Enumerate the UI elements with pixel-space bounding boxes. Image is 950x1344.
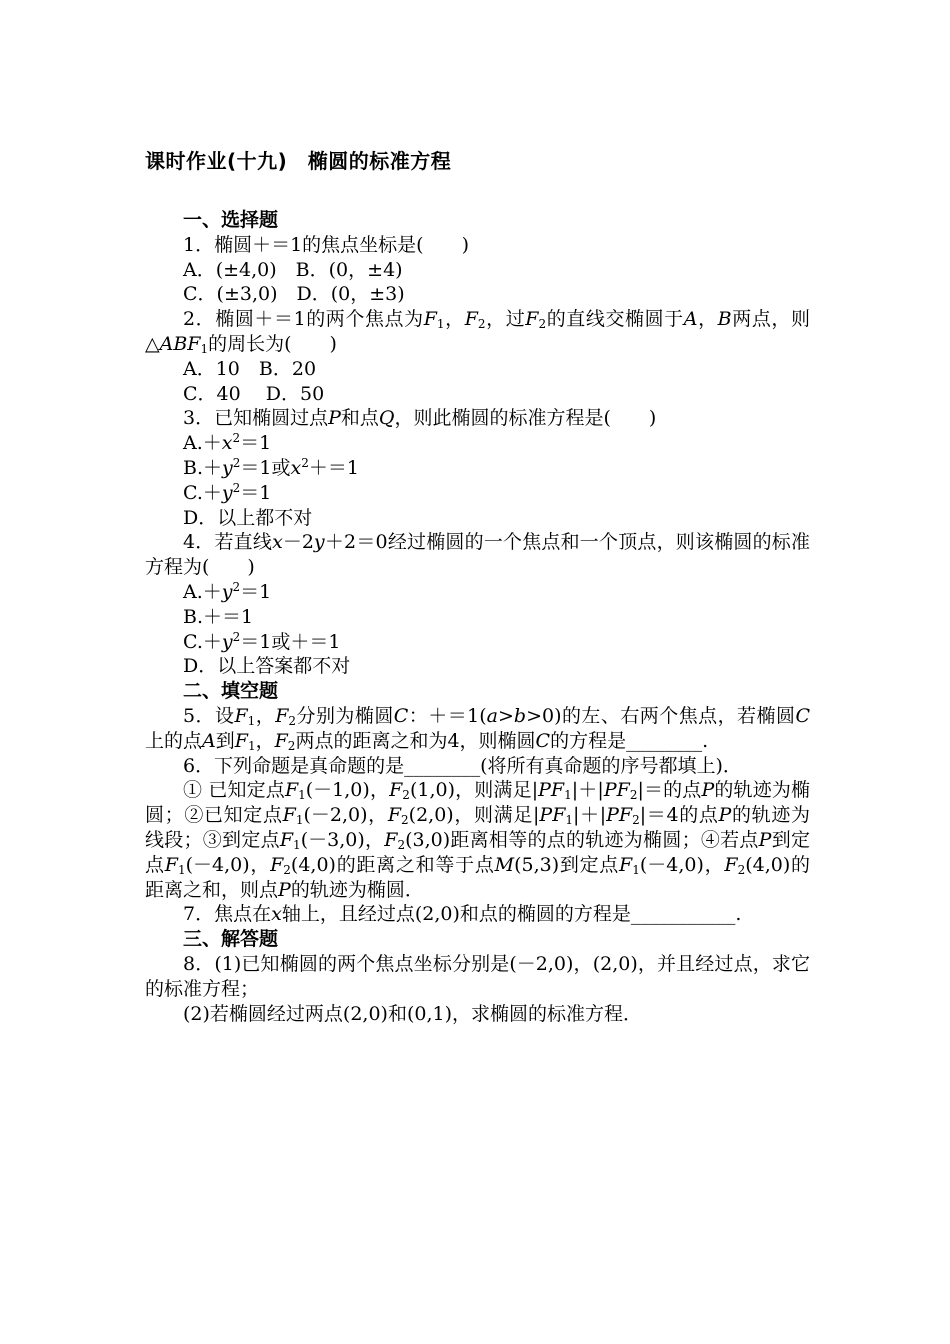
question-1-options-ab: A．(±4,0) B．(0，±4) [183, 258, 403, 281]
question-4-option-a: $A.+y^2=1$ [183, 579, 272, 603]
page-title: 课时作业(十九) 椭圆的标准方程 [145, 149, 452, 173]
question-6-body: ① 已知定点$F_1(-1,0)$，$F_2(1,0)$，则满足$|PF_1|+|PF_2|=$的点P的轨迹为椭圆；②已知定点$F_1(-2,0)$，$F_2(2,0)$，则满足$|PF_1|+|PF_2|=4$的点P的轨迹为线段；③到定点$F_1(-3,0)$，$F_2(3,0)$距离相等的点的轨迹为椭圆；④若点P到定点$F_1(-4,0)$，$F_2(4,0)$的距离之和等于点M(5,3)到定点$F_1(-4,0)$，$F_2(4,0)$的距离之和，则点P的轨迹为椭圆． [145, 779, 810, 901]
section-heading-solve: 三、解答题 [183, 928, 279, 951]
question-4-option-b: B.＋＝1 [183, 605, 254, 628]
question-2-options-cd: C．40 D．50 [183, 382, 325, 405]
question-1-options-cd: C．(±3,0) D．(0，±3) [183, 283, 405, 306]
question-6-stem: 6．下列命题是真命题的是________(将所有真命题的序号都填上)． [183, 754, 742, 777]
question-4-option-d: D．以上答案都不对 [183, 655, 351, 678]
question-5-stem: 5．设$F_1$，$F_2$分别为椭圆C：＋＝1(a>b>0)的左、右两个焦点，若椭圆C上的点A到$F_1$，$F_2$两点的距离之和为4，则椭圆C的方程是________. [145, 704, 810, 753]
question-8-part-1: 8．(1)已知椭圆的两个焦点坐标分别是(－2,0)，(2,0)，并且经过点，求它的标准方程； [145, 952, 810, 1000]
worksheet-body [145, 208, 810, 1026]
section-heading-choice: 一、选择题 [183, 209, 279, 231]
question-3-option-b: $B.+y^2=1$或$x^2+=1$ [183, 455, 359, 479]
question-1-stem: 1．椭圆＋＝1的焦点坐标是( ) [183, 233, 470, 256]
section-heading-fill: 二、填空题 [183, 680, 279, 703]
question-2-stem: 2．椭圆＋＝1的两个焦点为$F_1$，$F_2$，过$F_2$的直线交椭圆于A，B两点，则$\triangle ABF_1$的周长为( ) [145, 308, 810, 356]
question-4-option-c: $C.+y^2=1$或＋＝1 [183, 629, 341, 653]
question-2-options-ab: A．10 B．20 [183, 357, 317, 380]
question-4-stem: 4．若直线x－2y＋2＝0经过椭圆的一个焦点和一个顶点，则该椭圆的标准方程为( ) [145, 531, 810, 579]
question-7-stem: 7．焦点在x轴上，且经过点(2,0)和点的椭圆的方程是___________. [183, 903, 742, 926]
question-3-stem: 3．已知椭圆过点P和点Q，则此椭圆的标准方程是( ) [183, 407, 657, 430]
question-3-option-d: D．以上都不对 [183, 506, 313, 529]
question-3-option-c: $C.+y^2=1$ [183, 480, 272, 504]
question-3-option-a: $A.+x^2=1$ [183, 431, 272, 455]
question-8-part-2: (2)若椭圆经过两点(2,0)和(0,1)，求椭圆的标准方程． [183, 1002, 642, 1025]
